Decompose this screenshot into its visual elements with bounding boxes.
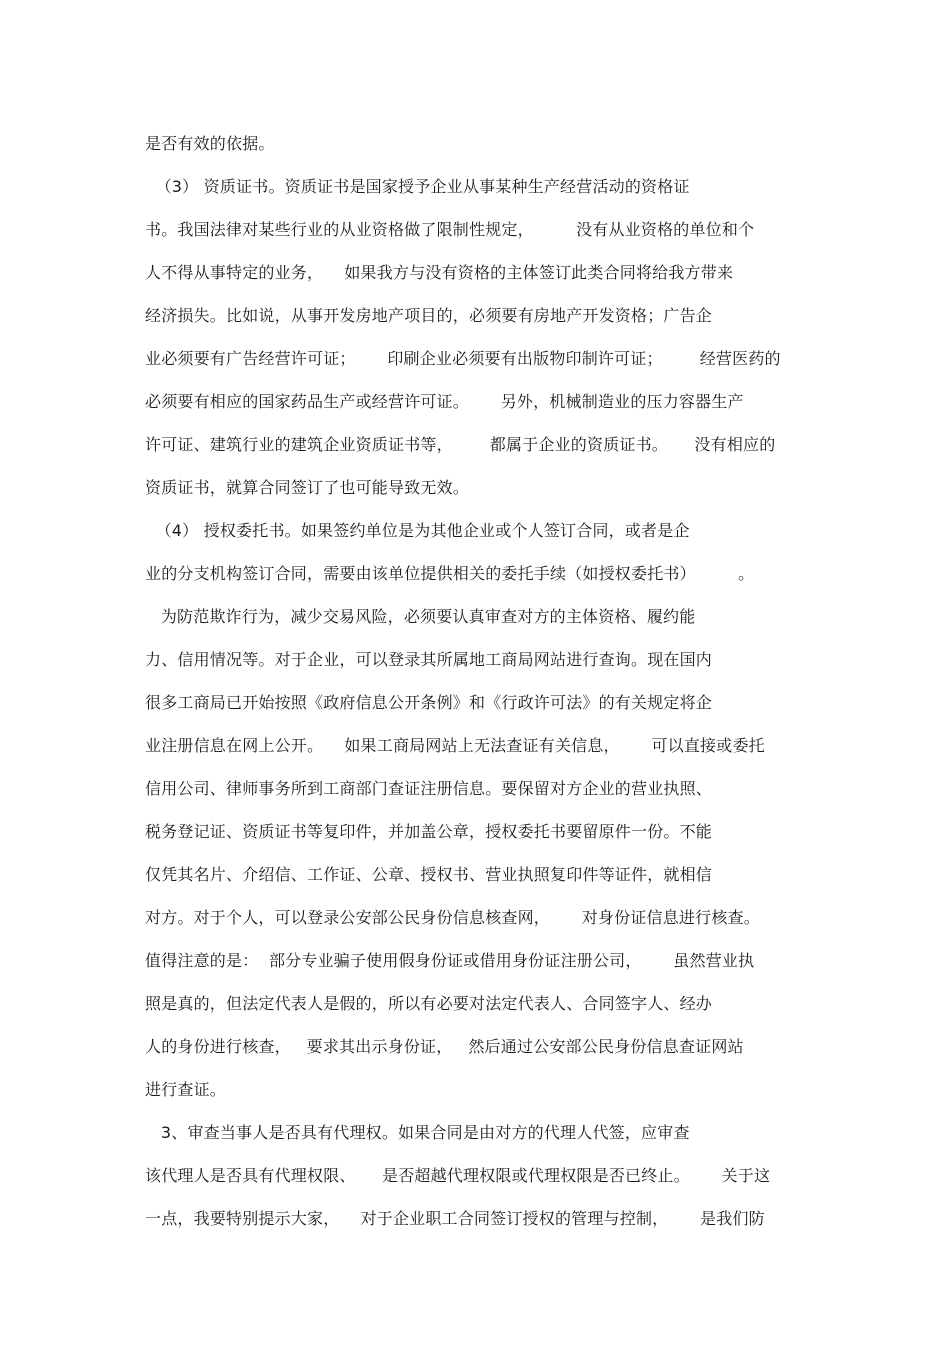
- text-line: 对方。对于个人，可以登录公安部公民身份信息核查网， 对身份证信息进行核查。: [145, 908, 760, 927]
- text-line: （3） 资质证书。资质证书是国家授予企业从事某种生产经营活动的资格证: [145, 177, 690, 196]
- text-line: 进行查证。: [145, 1080, 227, 1099]
- text-line: 3、审查当事人是否具有代理权。如果合同是由对方的代理人代签，应审查: [145, 1123, 690, 1142]
- text-line: 许可证、建筑行业的建筑企业资质证书等， 都属于企业的资质证书。 没有相应的: [145, 435, 776, 454]
- text-line: 书。我国法律对某些行业的从业资格做了限制性规定， 没有从业资格的单位和个: [145, 220, 755, 239]
- text-line: 资质证书，就算合同签订了也可能导致无效。: [145, 478, 470, 497]
- text-line: 为防范欺诈行为，减少交易风险，必须要认真审查对方的主体资格、履约能: [145, 607, 696, 626]
- text-line: 一点，我要特别提示大家， 对于企业职工合同签订授权的管理与控制， 是我们防: [145, 1209, 765, 1228]
- text-line: 业注册信息在网上公开。 如果工商局网站上无法查证有关信息， 可以直接或委托: [145, 736, 765, 755]
- text-line: 税务登记证、资质证书等复印件，并加盖公章，授权委托书要留原件一份。不能: [145, 822, 713, 841]
- text-line: 人的身份进行核查， 要求其出示身份证， 然后通过公安部公民身份信息查证网站: [145, 1037, 744, 1056]
- text-line: 业必须要有广告经营许可证； 印刷企业必须要有出版物印制许可证； 经营医药的: [145, 349, 781, 368]
- text-line: 必须要有相应的国家药品生产或经营许可证。 另外，机械制造业的压力容器生产: [145, 392, 744, 411]
- text-line: 信用公司、律师事务所到工商部门查证注册信息。要保留对方企业的营业执照、: [145, 779, 713, 798]
- text-line: 值得注意的是： 部分专业骗子使用假身份证或借用身份证注册公司， 虽然营业执: [145, 951, 755, 970]
- text-line: 是否有效的依据。: [145, 134, 275, 153]
- text-line: 该代理人是否具有代理权限、 是否超越代理权限或代理权限是否已终止。 关于这: [145, 1166, 771, 1185]
- text-line: 力、信用情况等。对于企业，可以登录其所属地工商局网站进行查询。现在国内: [145, 650, 713, 669]
- text-line: 仅凭其名片、介绍信、工作证、公章、授权书、营业执照复印件等证件，就相信: [145, 865, 713, 884]
- text-line: 经济损失。比如说，从事开发房地产项目的，必须要有房地产开发资格；广告企: [145, 306, 713, 325]
- text-line: 人不得从事特定的业务， 如果我方与没有资格的主体签订此类合同将给我方带来: [145, 263, 734, 282]
- text-line: （4） 授权委托书。如果签约单位是为其他企业或个人签订合同，或者是企: [145, 521, 690, 540]
- text-line: 业的分支机构签订合同，需要由该单位提供相关的委托手续（如授权委托书） 。: [145, 564, 755, 583]
- text-line: 照是真的，但法定代表人是假的，所以有必要对法定代表人、合同签字人、经办: [145, 994, 713, 1013]
- text-line: 很多工商局已开始按照《政府信息公开条例》和《行政许可法》的有关规定将企: [145, 693, 713, 712]
